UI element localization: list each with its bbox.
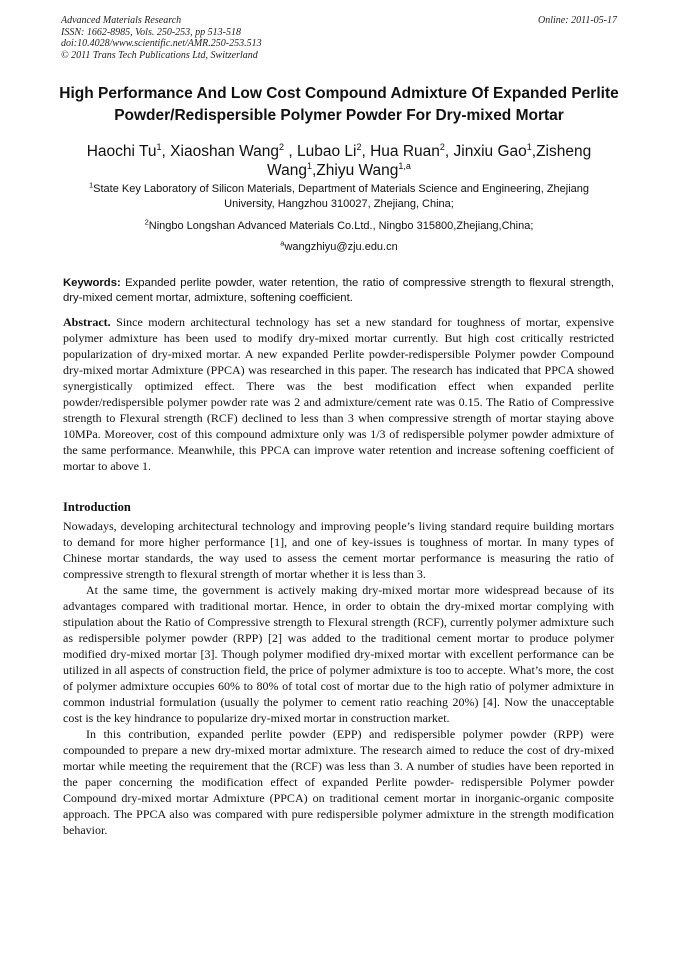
paper-title: High Performance And Low Cost Compound Admixture Of Expanded Perlite Powder/Redispersible Polymer Powder For Dry-mixed Mortar — [59, 85, 619, 124]
author: Zhiyu Wang$^{1,a}$ — [316, 160, 411, 179]
abstract — [63, 314, 614, 474]
paragraph: In this contribution, expanded perlite powder (EPP) and redispersible polymer powder (RPP) were compounded to prepare a new dry-mixed mortar admixture. The research aimed to reduce the cost of dry-mixed mortar while meeting the requirement that the (RCF) was less than 3. A number of studies have been reported in the paper concerning the modification effect of expanded Perlite powder- redispersible Polymer powder Compound dry-mixed mortar Admixture (PPCA) on traditional cement mortar in inorganic-organic composite approach. The PPCA also was compared with pure redispersible polymer admixture in the strength modification behavior. — [63, 727, 614, 837]
journal-header — [61, 15, 617, 61]
keywords — [63, 276, 614, 306]
introduction-body — [63, 518, 614, 838]
author: Jinxiu Gao$^1$, — [453, 141, 537, 160]
copyright-line: © 2011 Trans Tech Publications Ltd, Switzerland — [61, 49, 258, 61]
author: Zisheng Wang$^1$, — [267, 143, 592, 179]
paragraph: At the same time, the government is actively making dry-mixed mortar more widespread because of its advantages compared with traditional mortar. Hence, in order to obtain the dry-mixed mortar complying with stipulation about the Ratio of Compressive strength to Flexural strength (RCF), currently polymer admixture such as redispersible polymer powder (RPP) [2] was added to the traditional cement mortar to produce polymer modified dry-mixed mortar [3]. Though polymer modified dry-mixed mortar with excellent performance can be utilized in all aspects of construction field, the price of polymer admixture is too to accepte. What’s more, the cost of polymer admixture occupies 60% to 80% of total cost of mortar due to the high ratio of polymer admixture in common industrial formulation (usually the polymer to cement ratio reaching 20%) [4]. Now the unacceptable cost is the key hindrance to popularize dry-mixed mortar in construction market. — [63, 583, 614, 725]
section-heading-introduction: Introduction — [63, 500, 131, 514]
doi-line: doi:10.4028/www.scientific.net/AMR.250-253.513 — [61, 38, 262, 49]
journal-name: Advanced Materials Research — [61, 15, 182, 26]
author: Lubao Li$^2$, — [296, 141, 371, 160]
author: Xiaoshan Wang$^2$ , — [170, 141, 297, 160]
affiliation-1: $^1$State Key Laboratory of Silicon Materials, Department of Materials Science and Engineering, Zhejiang University, Hangzhou 310027, Zhejiang, China; — [88, 180, 590, 210]
abstract-label: Abstract. — [63, 315, 111, 329]
author-list — [50, 142, 628, 180]
online-date: Online: 2011-05-17 — [538, 15, 617, 26]
keywords-text: Expanded perlite powder, water retention, the ratio of compressive strength to flexural strength, dry-mixed cement mortar, admixture, softening coefficient. — [63, 277, 614, 304]
author: Hua Ruan$^2$, — [370, 141, 454, 160]
affiliation-2: $^2$Ningbo Longshan Advanced Materials Co.Ltd., Ningbo 315800,Zhejiang,China; — [144, 217, 534, 232]
author: Haochi Tu$^1$, — [86, 141, 171, 160]
corresponding-email: $^a$wangzhiyu@zju.edu.cn — [280, 238, 398, 253]
paragraph: Nowadays, developing architectural technology and improving people’s living standard require building mortars to demand for more higher performance [1], and one of key-issues is toughness of mortar. In many types of Chinese mortar standards, the way used to assess the cement mortar performance is measuring the ratio of compressive strength to flexural strength of mortar whether it is less than 3. — [63, 519, 614, 581]
keywords-label: Keywords: — [63, 277, 121, 289]
issn-line: ISSN: 1662-8985, Vols. 250-253, pp 513-518 — [61, 26, 241, 38]
abstract-text: Since modern architectural technology has set a new standard for toughness of mortar, expensive polymer admixture has been used to modify dry-mixed mortar currently. But high cost critically restricted popularization of dry-mixed mortar. A new expanded Perlite powder-redispersible Polymer powder Compound dry-mixed mortar Admixture (PPCA) was researched in this paper. The research has indicated that PPCA showed synergistically optimized effect. There was the best modification effect when expanded perlite powder/redispersible polymer powder rate was 2 and admixture/cement rate was 0.15. The Ratio of Compressive strength to Flexural strength (RCF) declined to less than 3 when compressive strength of mortar staying above 10MPa. Moreover, cost of this compound admixture only was 1/3 of redispersible polymer powder admixture of the same performance. Meanwhile, this PPCA can improve water retention and increase softening coefficient of mortar to above 1. — [63, 315, 614, 473]
